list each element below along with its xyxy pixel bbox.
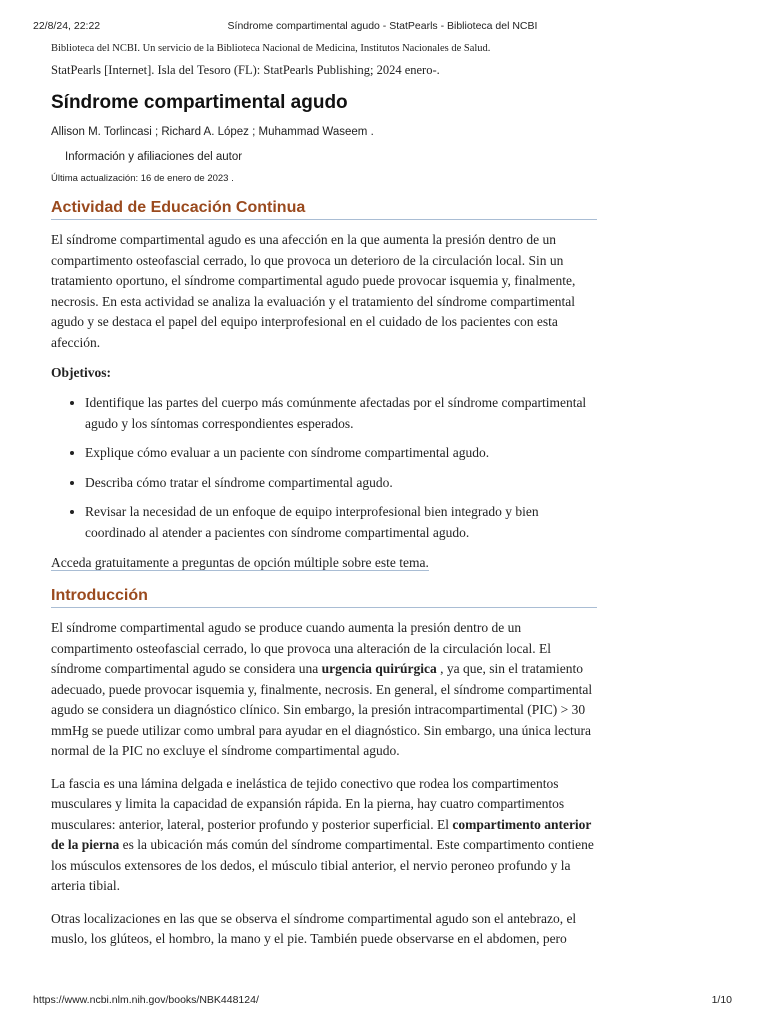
objectives-label: Objetivos: [51, 365, 111, 380]
last-updated: Última actualización: 16 de enero de 2023 . [51, 173, 234, 184]
section-heading-continuing-education: Actividad de Educación Continua [51, 199, 597, 220]
authors-line[interactable]: Allison M. Torlincasi ; Richard A. López ; Muhammad Waseem . [51, 126, 374, 138]
intro-paragraph-1 [51, 618, 597, 762]
intro-paragraph-2 [51, 774, 597, 897]
source-line: Biblioteca del NCBI. Un servicio de la Biblioteca Nacional de Medicina, Institutos Nacionales de Salud. [51, 43, 491, 54]
objectives-list [51, 393, 597, 543]
quiz-link-line [51, 555, 597, 571]
objective-item: • Explique cómo evaluar a un paciente con síndrome compartimental agudo. [85, 443, 597, 464]
article-title: Síndrome compartimental agudo [51, 92, 348, 113]
intro-p1-text-a: El síndrome compartimental agudo se produce cuando aumenta la presión dentro de un compartimento osteofascial cerrado, lo que provoca una alteración de la circulación local. El síndrome compartimental agudo se considera una [51, 620, 552, 676]
objective-item: • Identifique las partes del cuerpo más comúnmente afectadas por el síndrome compartimental agudo y los síntomas correspondientes esperados. [85, 393, 597, 434]
page-url[interactable]: https://www.ncbi.nlm.nih.gov/books/NBK448124/ [33, 994, 259, 1006]
print-header [33, 20, 732, 34]
objective-item: • Revisar la necesidad de un enfoque de equipo interprofesional bien integrado y bien coordinado al atender a pacientes con síndrome compartimental agudo. [85, 502, 597, 543]
print-footer [33, 994, 732, 1008]
intro-p1-bold: urgencia quirúrgica [321, 661, 437, 676]
publication-line: StatPearls [Internet]. Isla del Tesoro (FL): StatPearls Publishing; 2024 enero-. [51, 63, 440, 77]
page-number: 1/10 [711, 994, 732, 1006]
intro-paragraph-3: Otras localizaciones en las que se observa el síndrome compartimental agudo son el antebrazo, el muslo, los glúteos, el hombro, la mano y el pie. También puede observarse en el abdomen, pero [51, 910, 577, 946]
section-heading-introduction: Introducción [51, 587, 597, 608]
quiz-link[interactable]: Acceda gratuitamente a preguntas de opción múltiple sobre este tema. [51, 555, 429, 570]
article-content [51, 43, 597, 962]
intro-p2-bold: compartimento anterior de la pierna [51, 816, 592, 852]
objective-item: • Describa cómo tratar el síndrome compartimental agudo. [85, 473, 597, 494]
author-affiliations-toggle[interactable]: Información y afiliaciones del autor [65, 151, 243, 163]
intro-p2-text-b: es la ubicación más común del síndrome compartimental. Este compartimento contiene los músculos extensores de los dedos, el músculo tibial anterior, el nervio peroneo profundo y la arteria tibial. [51, 837, 594, 893]
continuing-ed-paragraph: El síndrome compartimental agudo es una afección en la que aumenta la presión dentro de un compartimento osteofascial cerrado, lo que provoca un deterioro de la circulación local. Sin un tratamiento oportuno, el síndrome compartimental agudo puede provocar isquemia y, finalmente, necrosis. En esta actividad se analiza la evaluación y el tratamiento del síndrome compartimental agudo y se destaca el papel del equipo interprofesional en el cuidado de los pacientes con esta afección. [51, 232, 576, 350]
print-datetime: 22/8/24, 22:22 [33, 20, 101, 32]
print-page-title: Síndrome compartimental agudo - StatPearls - Biblioteca del NCBI [227, 20, 538, 32]
intro-p2-text-a: La fascia es una lámina delgada e inelástica de tejido conectivo que rodea los compartimentos musculares y limita la capacidad de expansión rápida. En la pierna, hay cuatro compartimentos musculares: anterior, lateral, posterior profundo y posterior superficial. El [51, 775, 565, 832]
intro-p1-text-b: , ya que, sin el tratamiento adecuado, puede provocar isquemia y, finalmente, necrosis. En general, el síndrome compartimental agudo se considera un diagnóstico clínico. Sin embargo, la presión intracompartimental (PIC) > 30 mmHg se puede utilizar como umbral para ayudar en el diagnóstico. Sin embargo, una única lectura normal de la PIC no excluye el síndrome compartimental agudo. [51, 661, 593, 758]
